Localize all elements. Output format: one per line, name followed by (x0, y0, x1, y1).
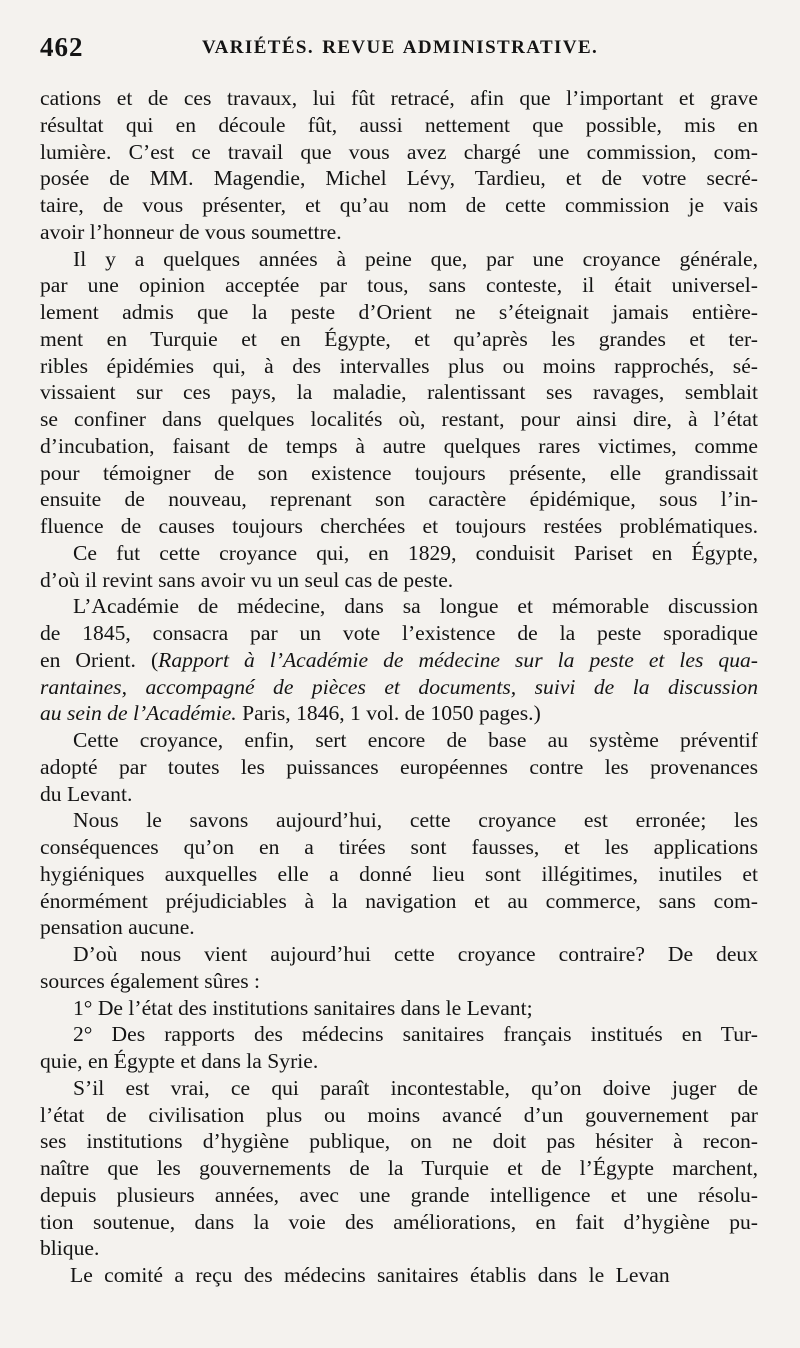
text-line: naître que les gouvernements de la Turquie et de l’Égypte marchent, (40, 1156, 758, 1180)
text-line: pour témoigner de son existence toujours présente, elle grandissait (40, 460, 758, 485)
text-line: pensation aucune. (40, 915, 195, 940)
paragraph-start-line: S’il est vrai, ce qui paraît incontestable, qu’on doive juger de (73, 1075, 758, 1100)
text-line: blique. (40, 1236, 100, 1261)
text-line: hygiéniques auxquelles elle a donné lieu sont illégitimes, inutiles et (40, 861, 758, 886)
text-line: résultat qui en découle fût, aussi nettement que possible, mis en (40, 112, 758, 137)
text-line: par une opinion acceptée par tous, sans conteste, il était universel- (40, 273, 758, 298)
text-line: de 1845, consacra par un vote l’existence de la peste sporadique (40, 621, 758, 645)
paragraph-start-line: Il y a quelques années à peine que, par une croyance générale, (73, 246, 758, 271)
body-text (40, 85, 758, 1289)
text-line: d’incubation, faisant de temps à autre quelques rares victimes, comme (40, 433, 758, 458)
text-line: du Levant. (40, 781, 133, 806)
text-line: se confiner dans quelques localités où, restant, pour ainsi dire, à l’état (40, 407, 758, 431)
list-item-line: 1° De l’état des institutions sanitaires dans le Levant; (73, 995, 533, 1020)
text-line: ses institutions d’hygiène publique, on ne doit pas hésiter à recon- (40, 1129, 758, 1154)
list-item-line: 2° Des rapports des médecins sanitaires français institués en Tur- (73, 1022, 758, 1047)
citation-title: au sein de l’Académie. (40, 701, 237, 726)
paragraph-start-line: Le comité a reçu des médecins sanitaires établis dans le Levan (70, 1263, 670, 1287)
text-line: lement admis que la peste d’Orient ne s’éteignait jamais entière- (40, 300, 758, 324)
text-line: vissaient sur ces pays, la maladie, ralentissant ses ravages, semblait (40, 380, 758, 405)
paragraph-start-line: L’Académie de médecine, dans sa longue et mémorable discussion (73, 594, 758, 619)
paragraph-start-line: Cette croyance, enfin, sert encore de base au système préventif (73, 728, 758, 752)
citation-line (40, 674, 758, 701)
text-line: cations et de ces travaux, lui fût retracé, afin que l’important et grave (40, 86, 758, 110)
paragraph-start-line: Nous le savons aujourd’hui, cette croyance est erronée; les (73, 808, 758, 833)
text-line: tion soutenue, dans la voie des améliorations, en fait d’hygiène pu- (40, 1209, 758, 1234)
paragraph-start-line: D’où nous vient aujourd’hui cette croyance contraire? De deux (73, 942, 758, 966)
citation-line (40, 700, 758, 727)
text-line: ribles épidémies qui, à des intervalles plus ou moins rapprochés, sé- (40, 353, 758, 378)
text-line: lumière. C’est ce travail que vous avez chargé une commission, com- (40, 139, 758, 164)
text-line: énormément préjudiciables à la navigation et au commerce, sans com- (40, 888, 758, 913)
text-line: fluence de causes toujours cherchées et toujours restées problématiques. (40, 514, 758, 538)
page-number: 462 (40, 32, 84, 62)
text-line: ensuite de nouveau, reprenant son caractère épidémique, sous l’in- (40, 487, 758, 512)
running-head (40, 28, 762, 80)
text-line: conséquences qu’on en a tirées sont fausses, et les applications (40, 835, 758, 859)
citation-title: rantaines, accompagné de pièces et documents, suivi de la discussion (40, 674, 758, 699)
citation-prefix: en Orient. ( (40, 647, 159, 672)
text-line: d’où il revint sans avoir vu un seul cas de peste. (40, 567, 454, 592)
text-line: ment en Turquie et en Égypte, et qu’après les grandes et ter- (40, 326, 758, 351)
text-line: avoir l’honneur de vous soumettre. (40, 219, 342, 244)
text-line: quie, en Égypte et dans la Syrie. (40, 1049, 319, 1073)
paragraph-start-line: Ce fut cette croyance qui, en 1829, conduisit Pariset en Égypte, (73, 540, 758, 565)
text-line: adopté par toutes les puissances européennes contre les provenances (40, 754, 758, 779)
text-line: l’état de civilisation plus ou moins avancé d’un gouvernement par (40, 1102, 758, 1127)
citation-details: Paris, 1846, 1 vol. de 1050 pages.) (236, 701, 541, 726)
text-line: depuis plusieurs années, avec une grande intelligence et une résolu- (40, 1182, 758, 1207)
text-line: posée de MM. Magendie, Michel Lévy, Tardieu, et de votre secré- (40, 166, 758, 191)
citation-title: Rapport à l’Académie de médecine sur la peste et les qua- (158, 647, 759, 672)
text-line: taire, de vous présenter, et qu’au nom de cette commission je vais (40, 193, 758, 217)
running-title: VARIÉTÉS. REVUE ADMINISTRATIVE. (202, 37, 599, 58)
citation-line (40, 647, 758, 674)
book-page (40, 28, 762, 1328)
text-line: sources également sûres : (40, 968, 261, 993)
